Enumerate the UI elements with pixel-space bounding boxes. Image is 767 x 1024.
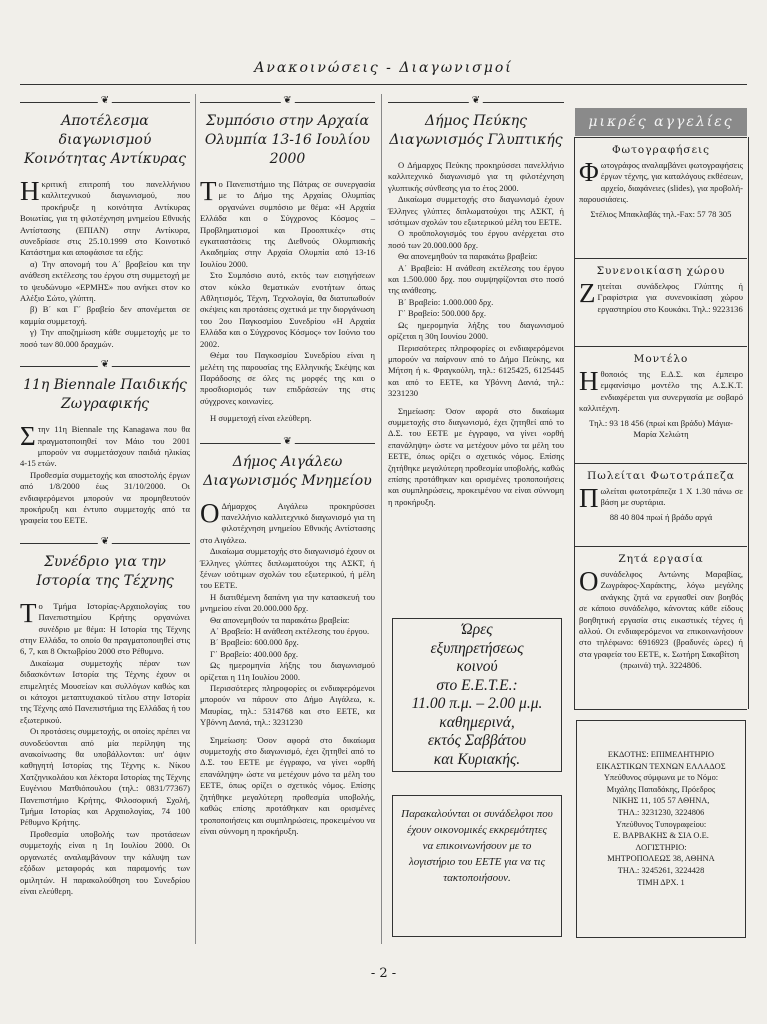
header-rule [20, 84, 747, 85]
ad-contact: Στέλιος Μπακλαβάς τηλ.-Fax: 57 78 305 [590, 208, 732, 219]
ad-contact: (πρωινά) τηλ. 3224806. [620, 660, 702, 671]
imprint-line: ΕΚΔΟΤΗΣ: ΕΠΙΜΕΛΗΤΗΡΙΟ [607, 750, 715, 759]
column-1 [20, 94, 190, 897]
article-paragraph: γ) Την αποζημίωση κάθε συμμετοχής με το ποσό των 80.000 δραχμών. [20, 327, 190, 349]
office-hours-box [392, 618, 562, 772]
classifieds-bottom-rule [574, 709, 747, 710]
imprint-line: Υπεύθυνος Τυπογραφείου: [615, 819, 707, 829]
article-title: Αποτέλεσμα διαγωνισμού Κοινότητας Αντίκυρας [23, 113, 186, 167]
article-paragraph: Προθεσμία συμμετοχής και αποστολής έργων από 1/8/2000 έως 31/10/2000. Οι ενδιαφερόμενοι μπορούν να προμηθευτούν προκήρυξη και έντυπο συμμετοχής από τα γραφεία του ΕΕΤΕ. [20, 469, 190, 526]
article-paragraph: Ως ημερομηνία λήξης του διαγωνισμού ορίζεται η 11η Ιουλίου 2000. [200, 660, 375, 682]
article-paragraph: Δικαίωμα συμμετοχής στο διαγωνισμό έχουν Έλληνες γλύπτες διπλωματούχοι της ΑΣΚΤ, ή ισότιμων σχολών του εξωτερικού μέλη του ΕΕΤΕ. [388, 194, 564, 228]
article-paragraph: Θα απονεμηθούν τα παρακάτω βραβεία: [210, 614, 350, 625]
article-paragraph: Ηκριτική επιτροπή του πανελλήνιου καλλιτεχνικού διαγωνισμού, που προκήρυξε η κοινότητα Αντίκυρας Βοιωτίας, για τη φιλοτέχνηση μνημείου Εθνικής Αντίστασης (ΕΠΙΑΝ) στην Αντίκυρα, συνεδρίασε στις 25.10.1999 στο Κοινοτικό Κατάστημα και αποφάσισε τα εξής: [20, 176, 190, 258]
section-header: Ανακοινώσεις - Διαγωνισμοί [254, 60, 513, 76]
article-paragraph: Προθεσμία υποβολής των προτάσεων συμμετοχής είναι η 1η Ιουλίου 2000. Οι οργανωτές αναλαμβάνουν την κάλυψη των εξόδων μεταφοράς και παραμονής των ομιλητών. Η παρακολούθηση του Συνεδρίου είναι ελεύθερη. [20, 828, 190, 896]
article-paragraph: Το Πανεπιστήμιο της Πάτρας σε συνεργασία με το Δήμο της Αρχαίας Ολυμπίας οργανώνει συμπόσιο με θέμα: «Η Αρχαία Ελλάδα και ο Σύγχρονος Κόσμος – Προβληματισμοί και Προοπτικές» στις εγκαταστάσεις της Διεθνούς Ολυμπιακής Ακαδημίας στην Αρχαία Ολυμπία από 13-16 Ιουλίου 2000. [200, 176, 375, 269]
ornament-divider [388, 96, 564, 108]
classifieds-banner: μικρές αγγελίες [575, 108, 747, 136]
classified-ad [575, 546, 747, 709]
article-paragraph: Γ΄ Βραβείο: 400.000 δρχ. [210, 648, 299, 659]
article-paragraph: Το Τμήμα Ιστορίας-Αρχαιολογίας του Πανεπιστημίου Κρήτης οργανώνει συνέδριο με θέμα: Η Ιστορία της Τέχνης στην Ελλάδα, το οποίο θα πραγματοποιηθεί στις 6, 7, και 8 Οκτωβρίου 2000 στο Ρέθυμνο. [20, 597, 190, 657]
article-title: Συνέδριο για την Ιστορία της Τέχνης [36, 553, 174, 589]
article-paragraph: β) Β΄ και Γ΄ βραβείο δεν απονέμεται σε καμμία συμμετοχή. [20, 304, 190, 326]
office-hours-line: Ώρες [461, 621, 493, 638]
ad-text: Οσυνάδελφος Αντώνης Μαραβίας, Ζωγράφος-Χαράκτης, λόγω μεγάλης ανάγκης ζητά να εργασθεί σαν βοηθός σε κάποιο συνάδελφο, κάνοντας κάθε είδους βοηθητική εργασία στις εικαστικές τέχνες ή αλλού. Οι ενδιαφερόμενοι να επικοινωνήσουν στο τηλέφωνο: 6916923 (βραδυνές ώρες) ή στα γραφεία του ΕΕΤΕ, κ. Σωτήρη Σακαβίτση [579, 566, 743, 659]
article-paragraph: Β΄ Βραβείο: 1.000.000 δρχ. [398, 296, 494, 307]
column-divider [195, 94, 196, 944]
office-hours-line: εξυπηρετήσεως [430, 639, 524, 657]
ornament-divider [20, 96, 190, 108]
article-paragraph: Θέμα του Παγκοσμίου Συνεδρίου είναι η μελέτη της παρουσίας της Ελληνικής Σκέψης και Παράδοσης σε όλες τις μορφές της και ο προσδιορισμός των επιδράσεών της στις σύγχρονες κοινωνίες. [200, 350, 375, 406]
ornament-divider [200, 437, 375, 449]
imprint-line: ΛΟΓΙΣΤΗΡΙΟ: [635, 842, 687, 852]
article-paragraph: ΟΔήμαρχος Αιγάλεω προκηρύσσει πανελλήνιο καλλιτεχνικό διαγωνισμό για τη φιλοτέχνηση μνημείου Εθνικής Αντίστασης στο Αιγάλεω. [200, 497, 375, 545]
ad-text: Ηθοποιός της Ε.Δ.Σ. και έμπειρο εμφανίσιμο μοντέλο της Α.Σ.Κ.Τ. ενδιαφέρεται για συνεργασία με σοβαρό καλλιτέχνη. [579, 366, 743, 414]
imprint-line: Ε. ΒΑΡΒΑΚΗΣ & ΣΙΑ Ο.Ε. [613, 831, 709, 841]
article-paragraph: Ως ημερομηνία λήξης του διαγωνισμού ορίζεται η 30η Ιουνίου 2000. [388, 319, 564, 342]
ad-text: Πωλείται φωτοτράπεζα 1 Χ 1.30 πάνω σε βάση με συρτάρια. [579, 483, 743, 513]
column-2 [200, 94, 375, 837]
ornament-icon: ❦ [280, 95, 294, 106]
payment-appeal-box [392, 795, 562, 937]
office-hours-line: 11.00 π.μ. – 2.00 μ.μ. [411, 695, 543, 712]
column-3 [388, 94, 564, 508]
column-divider [381, 94, 382, 944]
article-note: Σημείωση: Όσον αφορά στο δικαίωμα συμμετοχής στο διαγωνισμό, έχει ζητηθεί από το Δ.Σ. του ΕΕΤΕ με έγγραφο, να γίνει «ορθή επανάληψη» ώστε να μετέχουν μόνο τα μέλη του ΕΕΤΕ, όπως ορίζει ο σχετικός νόμος. Επίσης ζητήθηκε μεγαλύτερη προθεσμία υποβολής, καθώς επίσης προτάθηκαν και ορισμένες τροποποιήσεις και συμπληρώσεις, προκειμένου να είναι σύννομη η προκήρυξη. [200, 734, 375, 836]
classified-ad [575, 137, 747, 250]
article-paragraph: Α΄ Βραβείο: Η ανάθεση εκτέλεσης του έργου. [210, 626, 370, 636]
ornament-icon: ❦ [98, 536, 112, 547]
imprint-line: ΝΙΚΗΣ 11, 105 57 ΑΘΗΝΑ, [612, 796, 710, 806]
ad-title: Μοντέλο [633, 353, 689, 365]
article-paragraph: Ο προϋπολογισμός του έργου ανέρχεται στο ποσό των 20.000.000 δρχ. [388, 228, 564, 250]
page-number: - 2 - [370, 966, 397, 981]
imprint-line: ΜΗΤΡΟΠΟΛΕΩΣ 38, ΑΘΗΝΑ [607, 854, 715, 864]
article-paragraph: Δικαίωμα συμμετοχής στο διαγωνισμό έχουν οι Έλληνες γλύπτες διπλωματούχοι της ΑΣΚΤ, ή ξένων ισότιμων σχολών του εξωτερικού, ή μέλη του ΕΕΤΕ. [200, 546, 375, 591]
ad-contact: Τηλ.: 93 18 456 (πρωί και βράδυ) Μάγια-Μαρία Χελιώτη [589, 417, 733, 440]
article-paragraph: Περισσότερες πληροφορίες οι ενδιαφερόμενοι μπορούν να πάρουν στο Δήμο Αιγάλεω, κ. Μαυρίας, τηλ.: 5314768 και στο ΕΕΤΕ, κα Υβόννη Δανιά, τηλ.: 3231230 [200, 683, 375, 728]
ornament-icon: ❦ [98, 95, 112, 106]
article-paragraph: Α΄ Βραβείο: Η ανάθεση εκτέλεσης του έργου και 1.500.000 δρχ. που συμψηφίζονται στο ποσό της ανάθεσης. [388, 262, 564, 296]
office-hours-line: στο Ε.Ε.Τ.Ε.: [436, 676, 518, 694]
office-hours-line: και Κυριακής. [433, 750, 521, 768]
article-paragraph: Ο Δήμαρχος Πεύκης προκηρύσσει πανελλήνιο καλλιτεχνικό διαγωνισμό για τη φιλοτέχνηση γλυπτικής σύνθεσης για το έτος 2000. [388, 160, 564, 193]
ornament-divider [200, 96, 375, 108]
ornament-divider [20, 537, 190, 549]
imprint-line: ΕΙΚΑΣΤΙΚΩΝ ΤΕΧΝΩΝ ΕΛΛΑΔΟΣ [596, 761, 726, 771]
article-paragraph: Στην 11η Biennale της Kanagawa που θα πραγματοποιηθεί τον Μάιο του 2001 μπορούν να συμμετάσχουν παιδιά ηλικίας 4-15 ετών. [20, 421, 190, 469]
article-title: Δήμος Αιγάλεω Διαγωνισμός Μνημείου [203, 453, 372, 489]
ad-text: Ζητείται συνάδελφος Γλύπτης ή Γραφίστρια για συνενοικίαση χώρου εργαστηρίου στο Κουκάκι. Τηλ.: 9223136 [579, 278, 743, 314]
imprint-line: ΤΗΛ.: 3245261, 3224428 [617, 865, 705, 875]
classified-ad [575, 258, 747, 343]
classified-ad [575, 463, 747, 545]
article-title: Δήμος Πεύκης Διαγωνισμός Γλυπτικής [389, 113, 563, 148]
article-paragraph: Θα απονεμηθούν τα παρακάτω βραβεία: [398, 251, 538, 262]
imprint-line: Μιχάλης Παπαδάκης, Πρόεδρος [606, 784, 716, 794]
office-hours-line: καθημερινά, [439, 713, 515, 731]
article-paragraph: Περισσότερες πληροφορίες οι ενδιαφερόμενοι μπορούν να παίρνουν από το Δήμο Πεύκης, κα Μήτση ή κ. Φραγκούλη, τηλ.: 6125425, 6125445 και από το ΕΕΤΕ, κα Υβόννη Δανιά, τηλ.: 3231230 [388, 342, 564, 399]
article-paragraph: α) Την απονομή του Α΄ βραβείου και την ανάθεση εκτέλεσης του έργου στη συμμετοχή με το ψευδώνυμο «ΕΡΜΗΣ» που ανήκει στον κο Αλέξιο Σώτο, γλύπτη. [20, 258, 190, 304]
ad-contact: 88 40 804 πρωί ή βράδυ αργά [609, 511, 713, 522]
article-paragraph: Στο Συμπόσιο αυτό, εκτός των εισηγήσεων στον κύκλο θεματικών ενοτήτων όπως Αθλητισμός, Τέχνη, Τεχνολογία, θα διατυπωθούν σκέψεις και προτάσεις σχετικά με την διοργάνωση του 2ου Παγκοσμίου Συνεδρίου «Η Αρχαία Ελλάδα και ο Σύγχρονος Κόσμος» τον Ιούνιο του 2002. [200, 270, 375, 349]
article-note: Σημείωση: Όσον αφορά στο δικαίωμα συμμετοχής στο διαγωνισμό, έχει ζητηθεί από το Δ.Σ. του ΕΕΤΕ με έγγραφο, να γίνει «ορθή επανάληψη» ώστε να μετέχουν μόνο τα μέλη του ΕΕΤΕ, όπως ορίζει ο σχετικός νόμος. Επίσης ζητήθηκε μεγαλύτερη προθεσμία υποβολής, καθώς επίσης προτάθηκαν και ορισμένες τροποποιήσεις και συμπληρώσεις, προκειμένου να είναι σύννομη η προκήρυξη. [388, 405, 564, 507]
payment-appeal-text: Παρακαλούνται οι συνάδελφοι που έχουν οικονομικές εκκρεμότητες να επικοινωνήσουν με το λογιστήριο του ΕΕΤΕ για να τις τακτοποιήσουν. [401, 808, 553, 884]
imprint-line: Υπεύθυνος σύμφωνα με το Νόμο: [603, 773, 719, 783]
ornament-icon: ❦ [469, 95, 483, 106]
office-hours-line: εκτός Σαββάτου [427, 732, 527, 749]
ornament-divider [20, 360, 190, 372]
article-title: 11η Biennale Παιδικής Ζωγραφικής [23, 377, 187, 413]
ad-text: Φωτογράφος αναλαμβάνει φωτογραφήσεις έργων τέχνης, για καταλόγους εκθέσεων, αρχείο, διαφάνειες (slides), για προβολή-παρουσιάσεις. [579, 157, 743, 205]
article-paragraph: Γ΄ Βραβείο: 500.000 δρχ. [398, 308, 487, 319]
classified-ad [575, 346, 747, 458]
office-hours-line: κοινού [456, 658, 498, 675]
publisher-imprint [576, 720, 746, 938]
article-paragraph: Η συμμετοχή είναι ελεύθερη. [210, 413, 312, 424]
article-paragraph: Δικαίωμα συμμετοχής πέραν των διδασκόντων Ιστορία της Τέχνης έχουν οι επιμελητές Μουσείων και συλλόγων καθώς και οι κάτοχοι μεταπτυχιακού τίτλου στην Ιστορία της Τέχνης από Πανεπιστήμια της Ελλάδας ή του εξωτερικού. [20, 657, 190, 725]
article-paragraph: Β΄ Βραβείο: 600.000 δρχ. [210, 637, 299, 648]
ornament-icon: ❦ [98, 359, 112, 370]
ornament-icon: ❦ [280, 436, 294, 447]
ad-title: Συνενοικίαση χώρου [596, 265, 726, 277]
article-paragraph: Οι προτάσεις συμμετοχής, οι οποίες πρέπει να συνοδεύονται από μία περίληψη της ανακοίνωσης θα υποβάλλονται: υπ' όψιν καθηγητή Ιστορίας της Τέχνης κ. Νίκου Χατζηνικολάου και λέκτορα Ιστορίας της Τέχνης Ευγένιου Ματθιόπουλου (τηλ.: 0831/77367) Πανεπιστήμιο Κρήτης, Φιλοσοφική Σχολή, Τμήμα Ιστορίας και Αρχαιολογίας, 74 100 Ρέθυμνο Κρήτης. [20, 726, 190, 828]
ad-title: Πωλείται Φωτοτράπεζα [587, 470, 735, 482]
ad-title: Ζητά εργασία [618, 553, 704, 565]
imprint-line: ΤΗΛ.: 3231230, 3224806 [617, 807, 705, 817]
ad-title: Φωτογραφήσεις [611, 144, 711, 156]
imprint-line: ΤΙΜΗ ΔΡΧ. 1 [637, 877, 685, 887]
article-paragraph: Η διατιθέμενη δαπάνη για την κατασκευή του μνημείου είναι 20.000.000 δρχ. [200, 591, 375, 614]
article-title: Συμπόσιο στην Αρχαία Ολυμπία 13-16 Ιουλίου 2000 [204, 113, 371, 167]
